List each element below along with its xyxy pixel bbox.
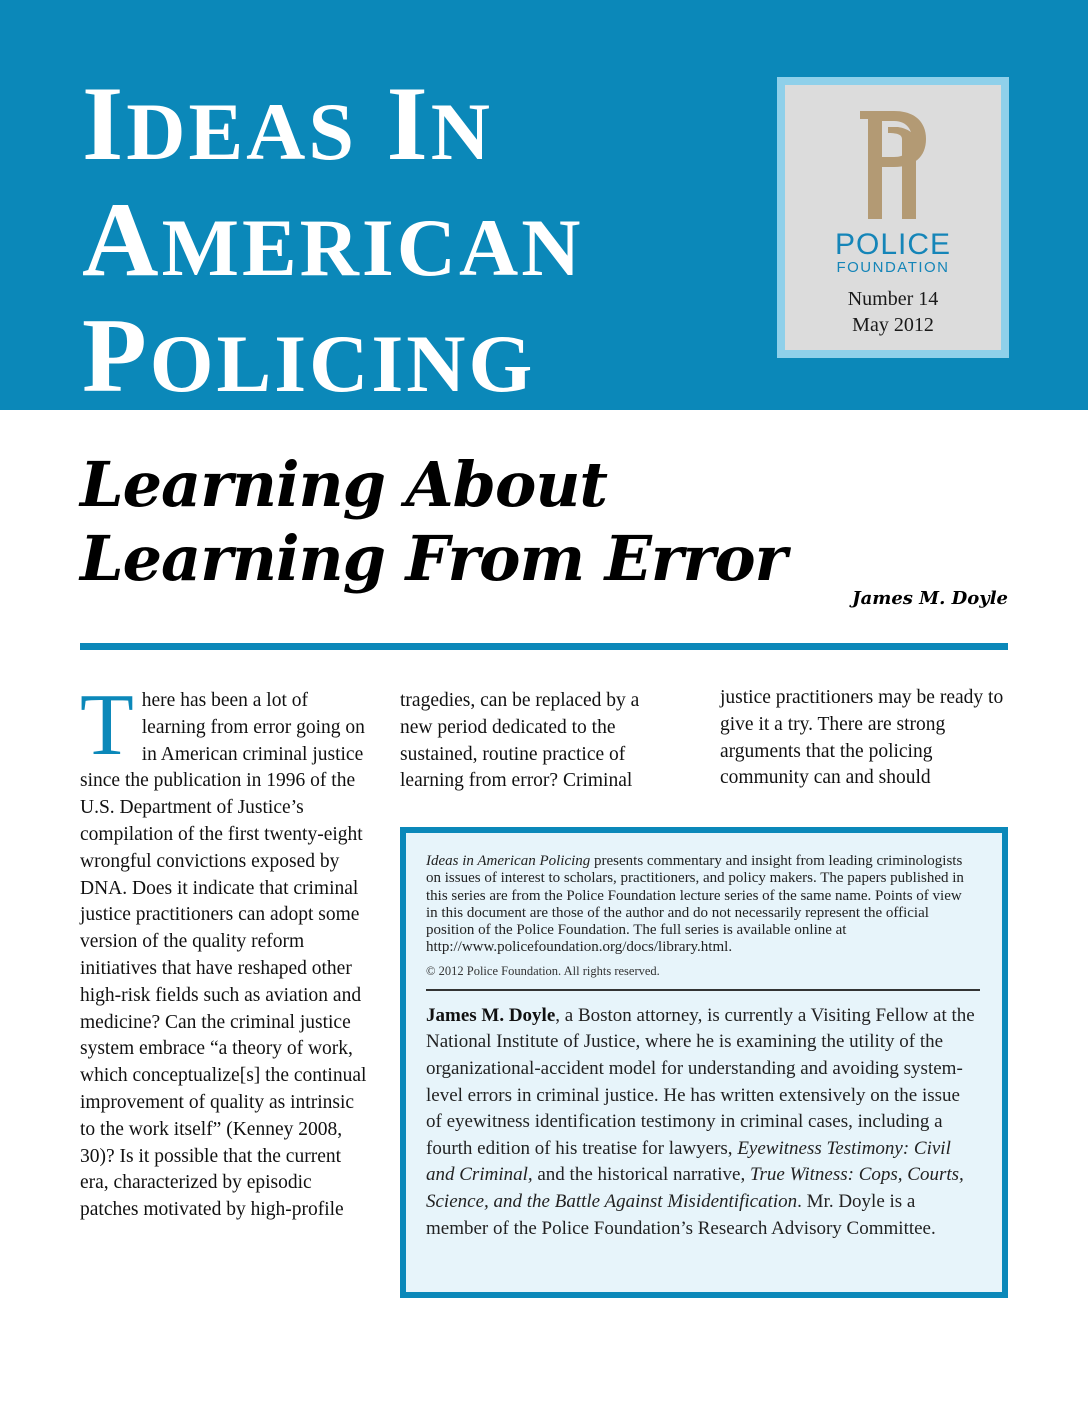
body-column-2 [400,688,670,795]
police-foundation-logo-icon [854,105,934,225]
author-bio-text-3: . Mr. Doyle is a member of the Police Foundation’s Research Advisory Committee. [426,1190,936,1239]
body-column-1 [80,677,372,1224]
series-title-word-policing: POLICING [82,297,536,414]
series-title [82,65,584,418]
logo-foundation-text: FOUNDATION [836,259,950,276]
series-title-word-american: AMERICAN [82,181,584,298]
issue-badge [777,77,1009,358]
logo-police-text: POLICE [834,228,952,261]
series-title-line-3 [82,297,583,418]
body-text-col3: justice practitioners may be ready to give it a try. There are strong arguments that the policing community can and should [720,687,1004,789]
article-title-line-2: Learning From Error [80,522,787,595]
issue-number: Number 14 [847,288,939,310]
copyright-notice: © 2012 Police Foundation. All rights reserved. [426,963,660,978]
series-title-word-ideas-in: IDEAS IN [82,65,493,182]
author-bio [426,1003,980,1242]
author-bio-text-1: , a Boston attorney, is currently a Visiting Fellow at the National Institute of Justice, where he is examining the utility of the organizational-accident model for understanding and avoiding system-level errors in criminal justice. He has written extensively on the issue of eyewitness identification testimony in criminal cases, including a fourth edition of his treatise for lawyers, [426,1004,975,1159]
series-info-box [400,827,1008,1298]
body-paragraph-1 [80,677,372,1224]
author-byline: James M. Doyle [852,588,1008,609]
author-bio-book-1: Eyewitness Testimony: Civil and Criminal, [426,1137,951,1186]
issue-date: May 2012 [852,314,934,336]
series-title-line-2 [82,181,584,302]
series-description [426,853,980,957]
body-text-col2: tragedies, can be replaced by a new period dedicated to the sustained, routine practice of learning from error? Criminal [400,690,640,792]
header-banner [0,0,1088,414]
info-box-divider [426,989,980,991]
drop-cap: T [80,677,134,774]
body-column-3 [720,685,1010,792]
series-name: Ideas in American Policing [426,853,591,869]
author-bio-text-2: and the historical narrative, [532,1164,750,1186]
section-divider [80,643,1008,650]
series-title-line-1 [82,65,583,186]
issue-badge-panel [785,85,1001,350]
body-text-col1: here has been a lot of learning from error going on in American criminal justice since the publication in 1996 of the U.S. Department of Justice’s compilation of the first twenty-eight wrongful convictions exposed by DNA. Does it indicate that criminal justice practitioners can adopt some version of the quality reform initiatives that have reshaped other high-risk fields such as aviation and medicine? Can the criminal justice system embrace “a theory of work, which conceptualize[s] the continual improvement of quality as intrinsic to the work itself” (Kenney 2008, 30)? Is it possible that the current era, characterized by episodic patches motivated by high-profile [80,690,367,1221]
author-bio-name: James M. Doyle [426,1004,556,1026]
article-title [80,448,786,596]
series-description-text: presents commentary and insight from leading criminologists on issues of interest to scholars, practitioners, and policy makers. The papers published in this series are from the Police Foundation lecture series of the same name. Points of view in this document are those of the author and do not necessarily represent the official position of the Police Foundation. The full series is available online at http://www.policefoundation.org/docs/library.html. [426,853,964,956]
article-title-line-1: Learning About [80,448,608,521]
author-bio-book-2: True Witness: Cops, Courts, Science, and the Battle Against Misidentification [426,1164,964,1212]
